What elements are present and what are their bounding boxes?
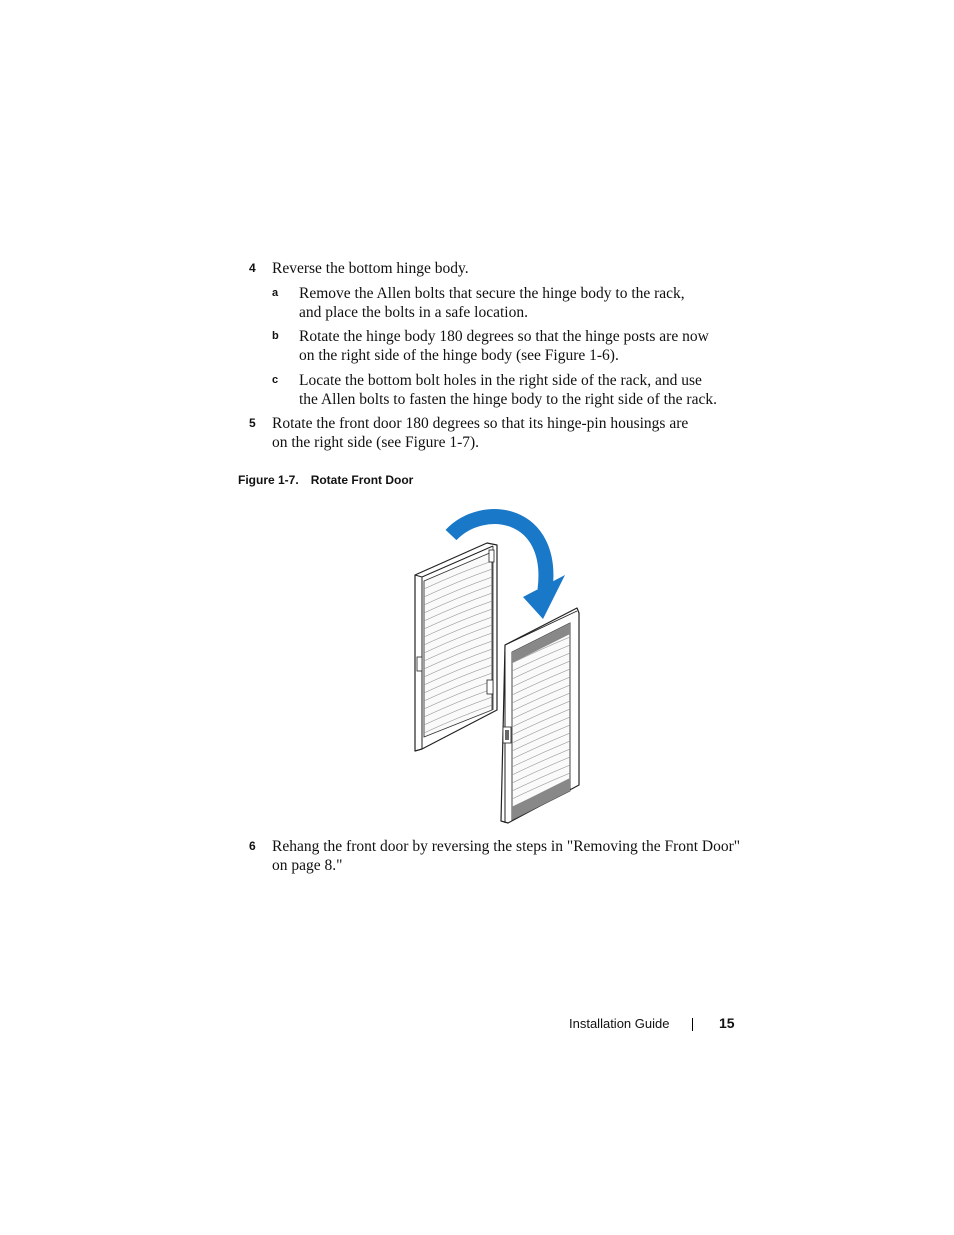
substep-line: and place the bolts in a safe location. bbox=[299, 304, 528, 321]
step-number: 5 bbox=[249, 416, 256, 430]
rotate-front-door-illustration bbox=[405, 505, 585, 827]
hinge-pin-housing-top bbox=[489, 550, 494, 562]
step-line: on the right side (see Figure 1-7). bbox=[272, 434, 480, 451]
substep-line: Locate the bottom bolt holes in the right side of the rack, and use bbox=[299, 372, 702, 389]
substep-line: on the right side of the hinge body (see Figure 1-6). bbox=[299, 347, 619, 364]
substep-line: Rotate the hinge body 180 degrees so that the hinge posts are now bbox=[299, 328, 709, 345]
figure-caption bbox=[238, 472, 413, 488]
footer-document-title: Installation Guide bbox=[569, 1016, 670, 1031]
hinge-pin-housing-bottom bbox=[487, 680, 493, 694]
substep-letter: a bbox=[272, 287, 279, 299]
step-number: 4 bbox=[249, 261, 256, 275]
door-latch-slot bbox=[505, 730, 509, 740]
substep-line: the Allen bolts to fasten the hinge body to the right side of the rack. bbox=[299, 391, 717, 408]
door-before-rotation bbox=[415, 543, 497, 751]
substep-letter: b bbox=[272, 330, 279, 342]
door-latch bbox=[417, 657, 422, 671]
footer-separator bbox=[692, 1018, 693, 1031]
substep-letter: c bbox=[272, 374, 279, 386]
figure-label: Figure 1-7. bbox=[238, 473, 299, 487]
substep-line: Remove the Allen bolts that secure the hinge body to the rack, bbox=[299, 285, 685, 302]
step-line: Rehang the front door by reversing the steps in "Removing the Front Door" bbox=[272, 838, 741, 855]
figure-title: Rotate Front Door bbox=[310, 473, 414, 487]
step-line: Rotate the front door 180 degrees so that its hinge-pin housings are bbox=[272, 415, 689, 432]
door-after-rotation bbox=[501, 608, 579, 823]
step-number: 6 bbox=[249, 839, 256, 853]
step-text: Reverse the bottom hinge body. bbox=[272, 260, 469, 277]
step-line: on page 8." bbox=[272, 857, 343, 874]
footer-page-number: 15 bbox=[719, 1015, 735, 1031]
